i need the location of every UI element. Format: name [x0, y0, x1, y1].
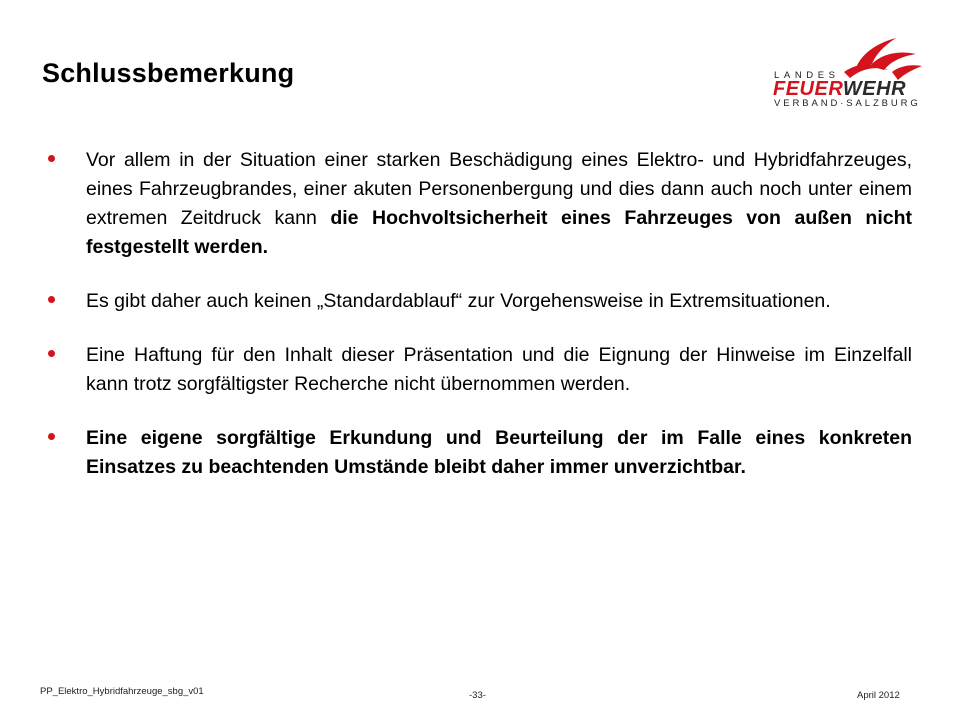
- bullet-marker: [48, 350, 55, 357]
- bullet-marker: [48, 155, 55, 162]
- footer-date: April 2012: [857, 690, 900, 701]
- bullet-text: Es gibt daher auch keinen „Standardablauf“ zur Vorgehensweise in Extremsituationen.: [86, 290, 831, 312]
- bullet-marker: [48, 433, 55, 440]
- bullet-marker: [48, 296, 55, 303]
- bullet-list: [46, 146, 912, 507]
- logo: [770, 30, 930, 110]
- logo-main-dark: WEHR: [842, 78, 907, 100]
- bullet-item: [46, 341, 912, 399]
- logo-main-red: FEUER: [773, 78, 843, 100]
- logo-top-text: LANDES: [774, 70, 840, 81]
- bullet-item: [46, 287, 912, 316]
- bullet-item: [46, 424, 912, 482]
- bullet-text: Eine eigene sorgfältige Erkundung und Beurteilung der im Falle eines konkreten Einsatzes zu beachtenden Umstände bleibt daher immer unverzichtbar.: [86, 427, 912, 478]
- bullet-text: Eine Haftung für den Inhalt dieser Präsentation und die Eignung der Hinweise im Einzelfall kann trotz sorgfältigster Recherche nicht übernommen werden.: [86, 344, 912, 395]
- logo-bottom-text: VERBAND·SALZBURG: [774, 98, 921, 109]
- bullet-text: Vor allem in der Situation einer starken Beschädigung eines Elektro- und Hybridfahrzeuges, eines Fahrzeugbrandes, einer akuten Personenbergung und dies dann auch noch unter einem extremen Zeitdruck kann die Hochvoltsicherheit eines Fahrzeuges von außen nicht festgestellt werden.: [86, 149, 913, 258]
- footer-filename: PP_Elektro_Hybridfahrzeuge_sbg_v01: [40, 686, 204, 697]
- page-title: Schlussbemerkung: [42, 58, 295, 88]
- flame-logo-icon: [836, 32, 926, 84]
- bullet-item: [46, 146, 912, 262]
- footer-page-number: -33-: [469, 690, 486, 701]
